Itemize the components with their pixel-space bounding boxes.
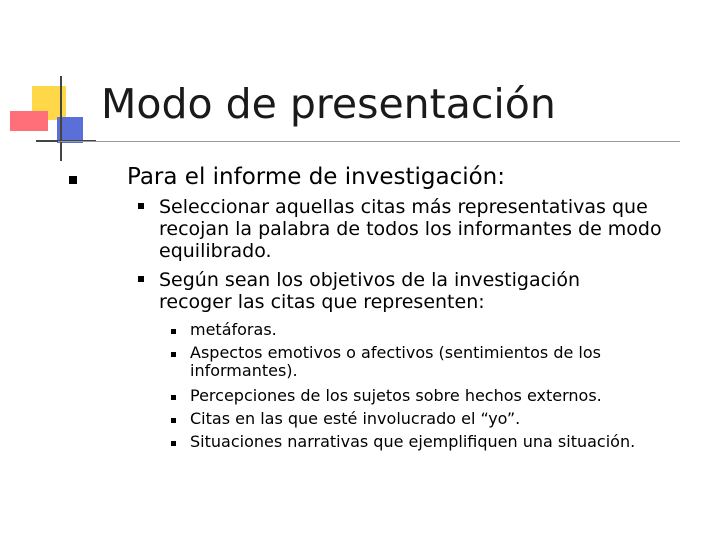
bullet-level3-text: metáforas. (190, 320, 277, 339)
bullet-square-icon (171, 329, 176, 334)
bullet-square-icon (171, 395, 176, 400)
bullet-level3-text: Aspectos emotivos o afectivos (sentimientos de los informantes). (190, 343, 601, 380)
slide-title: Modo de presentación (101, 80, 556, 128)
logo-red-rectangle (10, 111, 48, 131)
bullet-level3-text: Situaciones narrativas que ejemplifiquen una situación. (190, 432, 636, 451)
logo-vertical-line (60, 76, 62, 161)
bullet-level3-text: Citas en las que esté involucrado el “yo”. (190, 409, 521, 428)
bullet-level2-text: Según sean los objetivos de la investigación recoger las citas que representen: (159, 269, 581, 313)
bullet-square-icon (171, 441, 176, 446)
bullet-level2-text: Seleccionar aquellas citas más representativas que recojan la palabra de todos los informantes de modo equilibrado. (159, 196, 662, 262)
bullet-square-icon (138, 276, 144, 282)
bullet-level3-text: Percepciones de los sujetos sobre hechos externos. (190, 386, 602, 405)
bullet-square-icon (69, 176, 77, 184)
title-underline (58, 141, 680, 142)
bullet-level1-text: Para el informe de investigación: (127, 164, 506, 190)
bullet-square-icon (138, 203, 144, 209)
bullet-square-icon (171, 352, 176, 357)
bullet-square-icon (171, 418, 176, 423)
